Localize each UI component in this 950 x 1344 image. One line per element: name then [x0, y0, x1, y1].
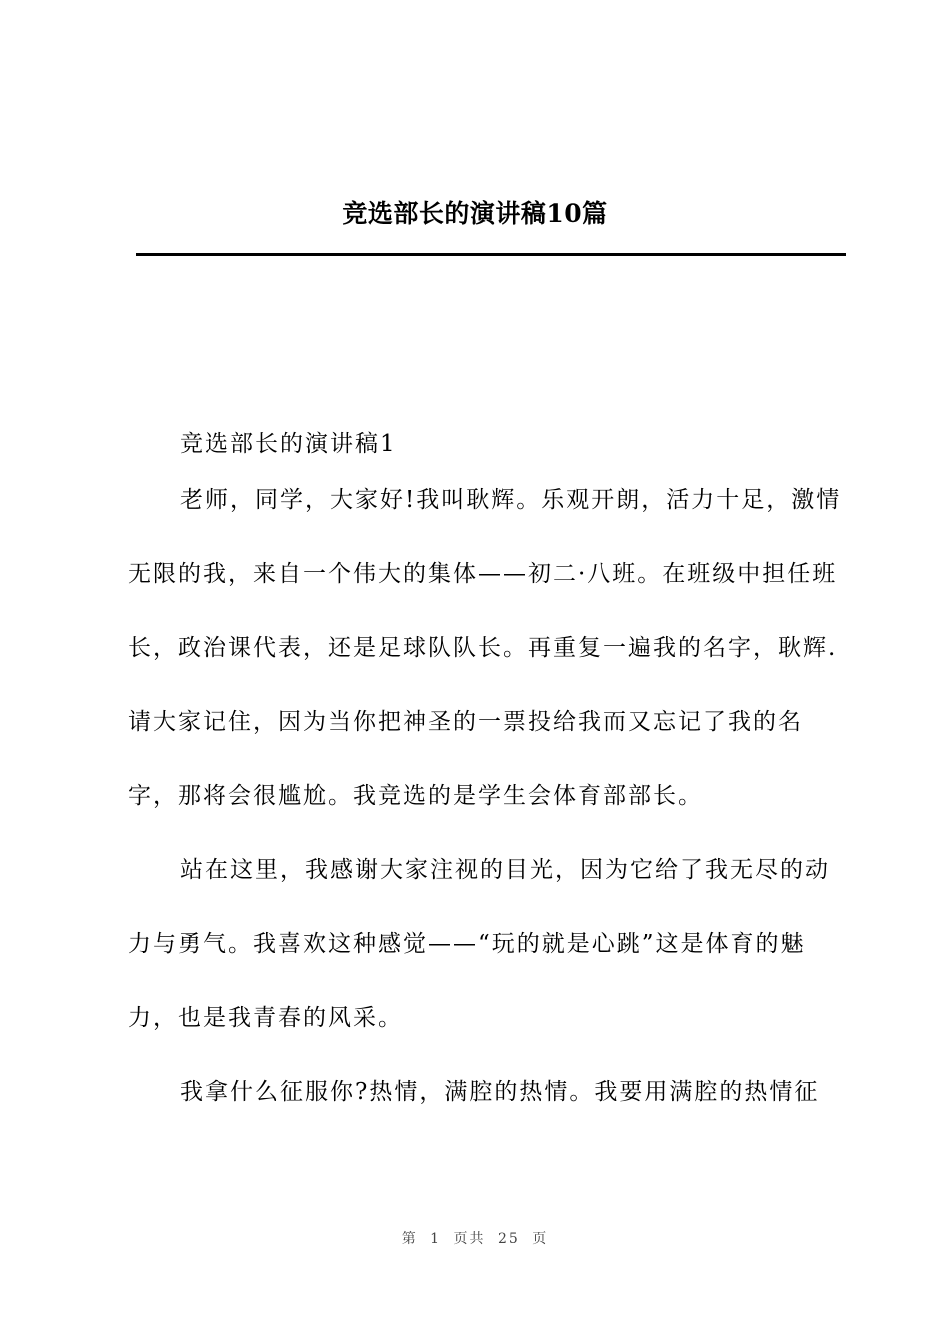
page-number-footer: 第 1 页共 25 页 [401, 1231, 549, 1247]
title-divider [136, 253, 846, 256]
document-body [128, 426, 848, 1129]
document-title: 竞选部长的演讲稿10篇 [342, 199, 608, 228]
paragraph: 老师，同学，大家好!我叫耿辉。乐观开朗，活力十足，激情无限的我，来自一个伟大的集体——初二·八班。在班级中担任班长，政治课代表，还是足球队队长。再重复一遍我的名字，耿辉.请大家记住，因为当你把神圣的一票投给我而又忘记了我的名字，那将会很尴尬。我竞选的是学生会体育部部长。 [128, 487, 842, 809]
paragraph: 站在这里，我感谢大家注视的目光，因为它给了我无尽的动力与勇气。我喜欢这种感觉——“玩的就是心跳”这是体育的魅力，也是我青春的风采。 [128, 857, 830, 1031]
section-heading: 竞选部长的演讲稿1 [180, 431, 397, 457]
paragraph: 我拿什么征服你?热情，满腔的热情。我要用满腔的热情征 [180, 1079, 820, 1105]
